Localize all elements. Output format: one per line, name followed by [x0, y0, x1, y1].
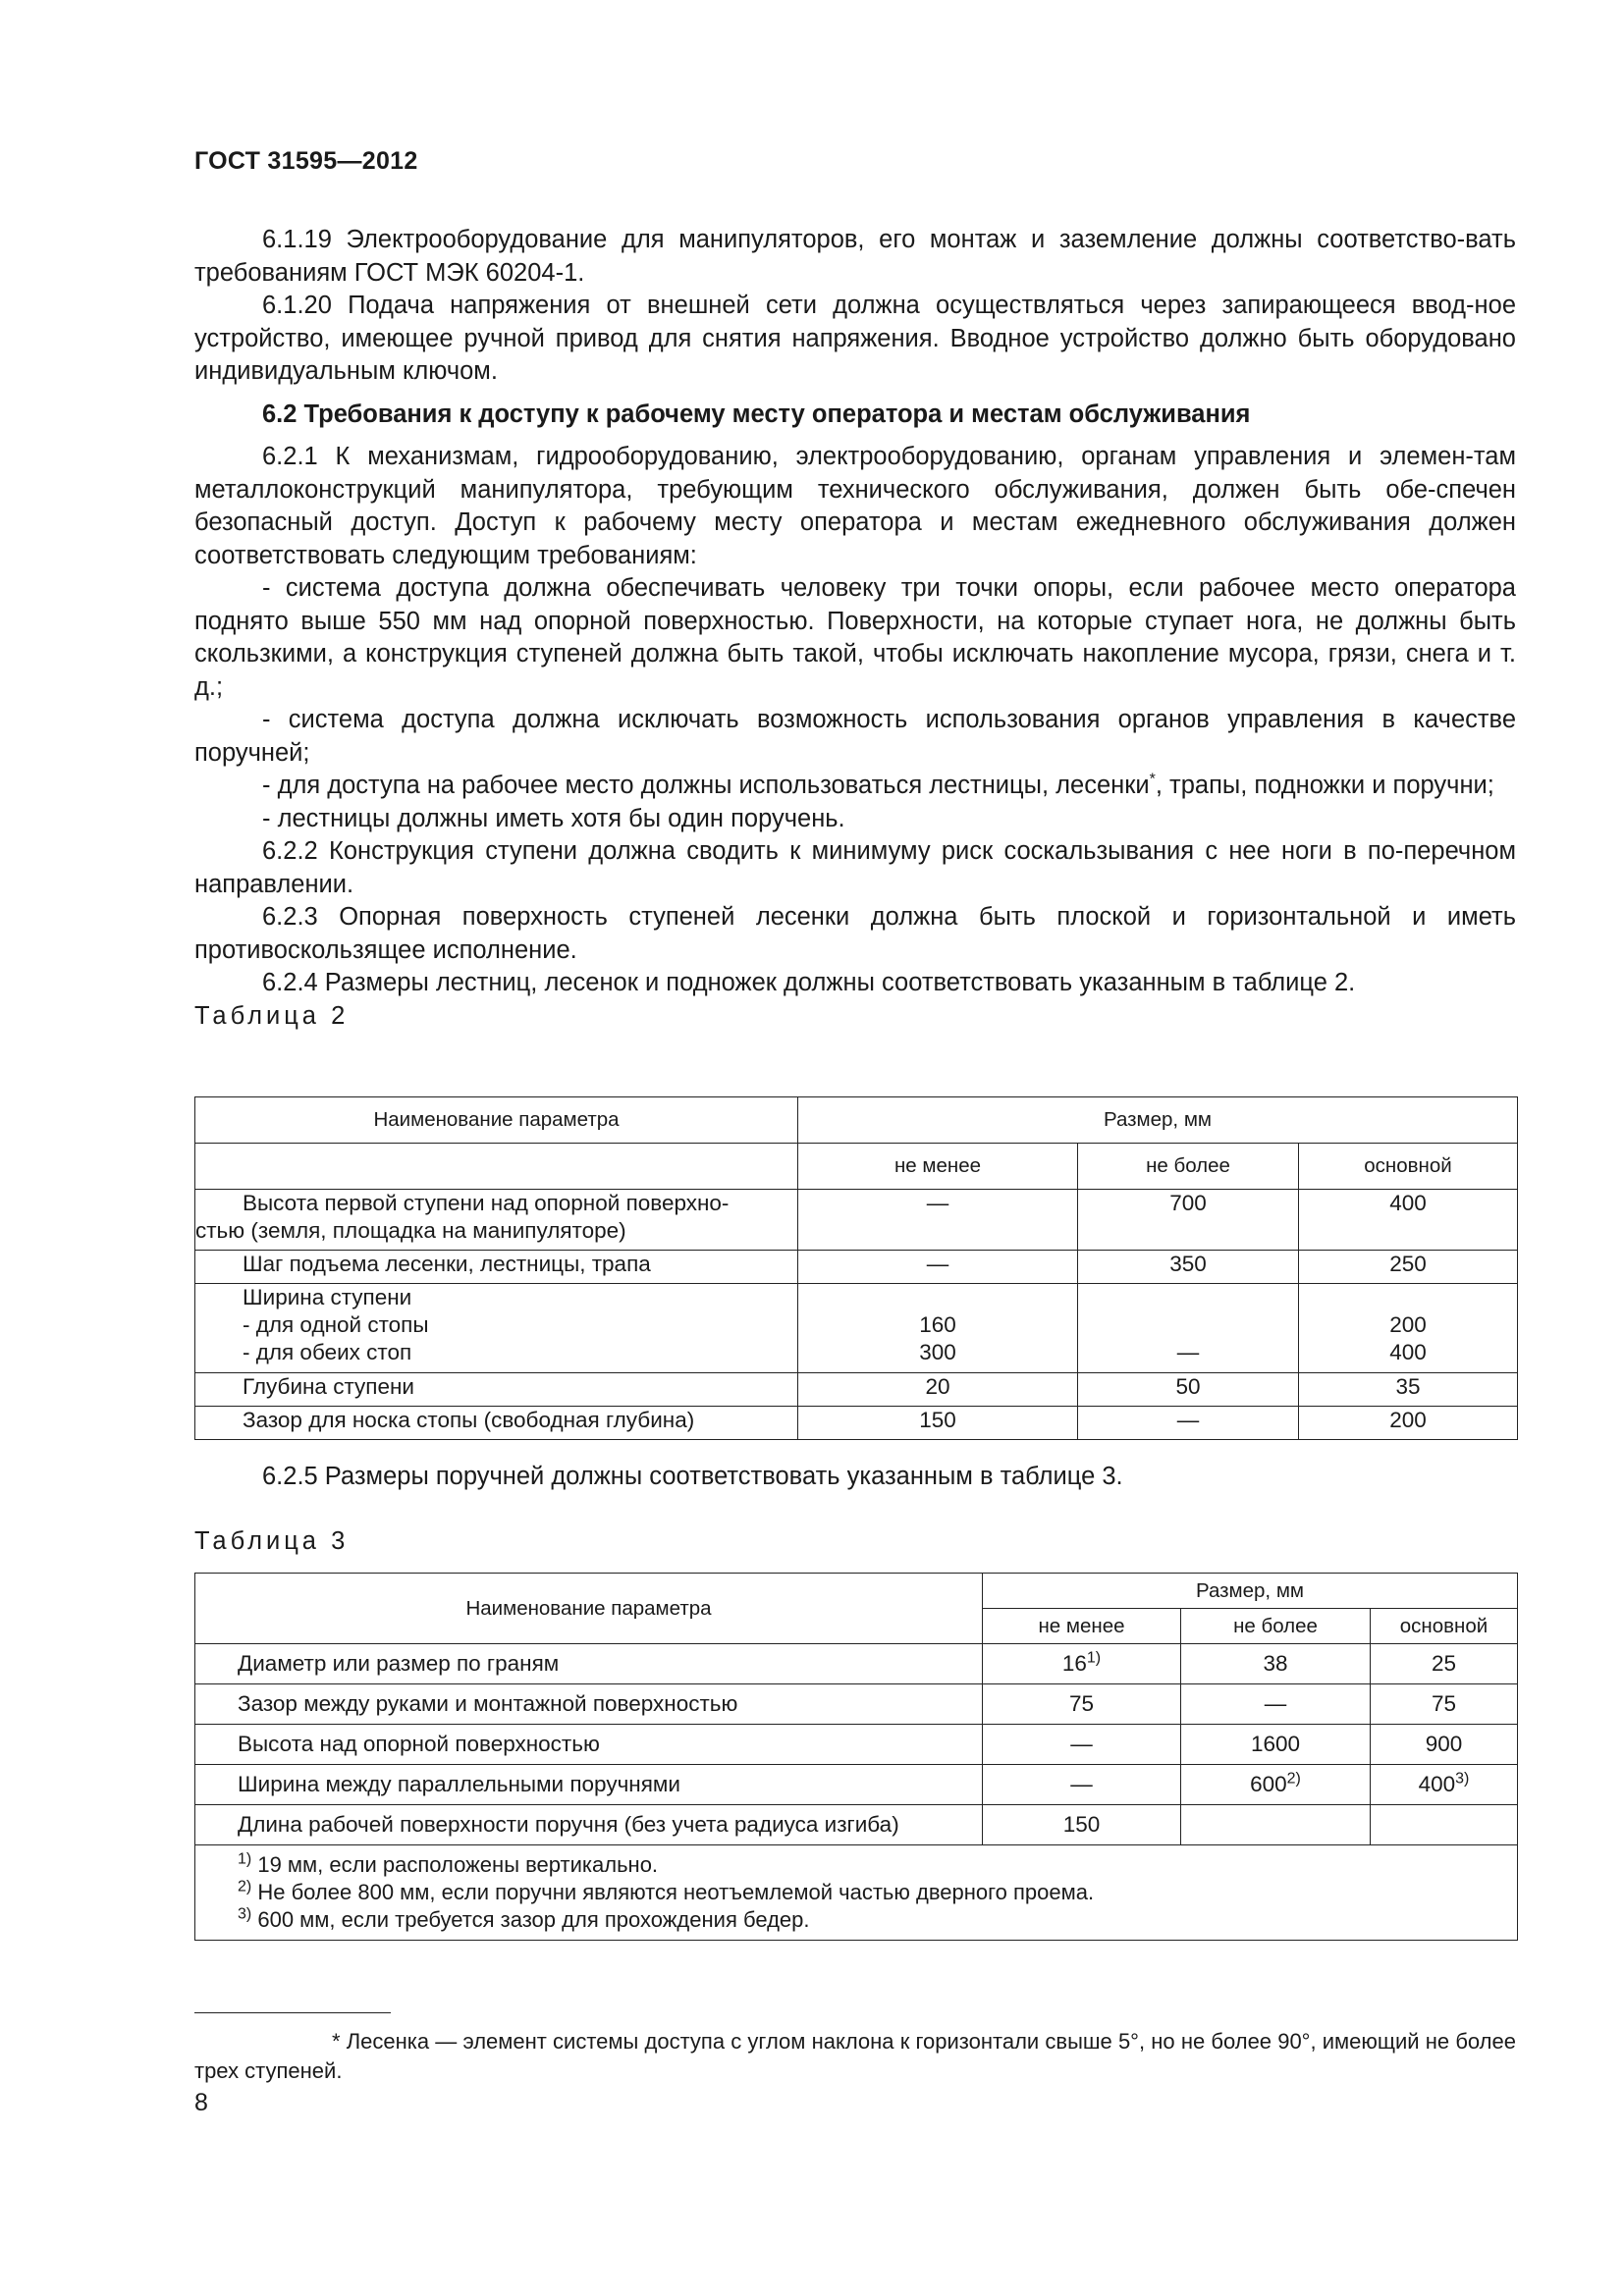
bullet-1: - система доступа должна обеспечивать человеку три точки опоры, если рабочее место оператора поднято выше 550 мм над опорной поверхностью. Поверхности, на которые ступает нога, не должны быть скользкими, а конструкция ступеней должна быть такой, чтобы исключать накопление мусора, грязи, снега и т. д.; [194, 574, 1516, 701]
cell-value: 16 [1061, 1651, 1087, 1676]
table-note-1 [238, 1851, 1517, 1879]
paragraph-6-2-5: 6.2.5 Размеры поручней должны соответствовать указанным в таблице 3. [262, 1463, 1123, 1490]
table-cell: 200 [1299, 1407, 1518, 1440]
table-cell: 25 [1371, 1644, 1518, 1684]
table-header-param: Наименование параметра [195, 1574, 983, 1644]
cell-value: 400 [1418, 1772, 1456, 1796]
table-cell: — [1078, 1407, 1299, 1440]
table-header-size: Размер, мм [983, 1574, 1518, 1609]
table-header-nom: основной [1371, 1609, 1518, 1644]
table-header-nom: основной [1299, 1144, 1518, 1190]
bullet-3-text-end: , трапы, подножки и поручни; [1155, 772, 1494, 799]
table-row-name: Диаметр или размер по граням [195, 1644, 983, 1684]
table-2-caption: Таблица 2 [194, 1001, 350, 1030]
name-line: Ширина ступени [243, 1285, 412, 1309]
bullet-2: - система доступа должна исключать возможность использования органов управления в качестве поручней; [194, 706, 1516, 767]
table-cell: 400 [1299, 1190, 1518, 1251]
table-cell: — [1181, 1684, 1371, 1725]
footnote: * Лесенка — элемент системы доступа с углом наклона к горизонтали свыше 5°, но не более 90°, имеющий не более трех ступеней. [194, 2029, 1516, 2083]
table-row-name: Зазор для носка стопы (свободная глубина) [195, 1407, 798, 1440]
note-text: 600 мм, если требуется зазор для прохождения бедер. [251, 1907, 810, 1932]
note-ref: 1) [1086, 1649, 1102, 1667]
table-notes [195, 1845, 1518, 1941]
table-row-name: Глубина ступени [195, 1373, 798, 1407]
table-3-caption: Таблица 3 [194, 1527, 350, 1555]
table-cell: 75 [983, 1684, 1181, 1725]
table-cell: 38 [1181, 1644, 1371, 1684]
table-row-name [195, 1284, 798, 1373]
cell-line: 400 [1389, 1340, 1427, 1364]
table-cell: — [983, 1765, 1181, 1805]
cell-line: — [1176, 1340, 1200, 1364]
note-mark: 1) [238, 1850, 252, 1868]
table-row-name: Зазор между руками и монтажной поверхностью [195, 1684, 983, 1725]
table-3 [194, 1573, 1518, 1941]
table-header-min: не менее [983, 1609, 1181, 1644]
note-text: Не более 800 мм, если поручни являются неотъемлемой частью дверного проема. [251, 1880, 1095, 1904]
section-heading-6-2: 6.2 Требования к доступу к рабочему месту оператора и местам обслуживания [262, 400, 1251, 428]
name-line-2: стью (земля, площадка на манипуляторе) [195, 1218, 626, 1243]
cell-line: 160 [919, 1312, 956, 1337]
bullet-3 [194, 770, 1516, 803]
table-cell [1181, 1805, 1371, 1845]
table-cell: — [798, 1190, 1078, 1251]
table-cell: 75 [1371, 1684, 1518, 1725]
table-cell: 700 [1078, 1190, 1299, 1251]
table-cell: 1600 [1181, 1725, 1371, 1765]
table-header-size: Размер, мм [798, 1097, 1518, 1144]
page-number: 8 [194, 2089, 208, 2116]
table-cell: 20 [798, 1373, 1078, 1407]
name-line-1: Высота первой ступени над опорной поверхно- [243, 1191, 730, 1215]
table-header-max: не более [1181, 1609, 1371, 1644]
table-header-max: не более [1078, 1144, 1299, 1190]
cell-line: 200 [1389, 1312, 1427, 1337]
table-cell [1371, 1765, 1518, 1805]
note-ref: 3) [1455, 1770, 1470, 1788]
bullet-3-text: - для доступа на рабочее место должны использоваться лестницы, лесенки [262, 772, 1150, 799]
bullet-4: - лестницы должны иметь хотя бы один поручень. [262, 804, 845, 832]
table-row-name: Высота над опорной поверхностью [195, 1725, 983, 1765]
table-cell [1371, 1805, 1518, 1845]
note-mark: 2) [238, 1878, 252, 1896]
table-cell [1181, 1765, 1371, 1805]
table-cell [1078, 1284, 1299, 1373]
table-cell: 350 [1078, 1251, 1299, 1284]
table-cell: 150 [983, 1805, 1181, 1845]
table-cell: — [798, 1251, 1078, 1284]
footnote-divider [194, 2012, 391, 2013]
table-cell [983, 1644, 1181, 1684]
note-mark: 3) [238, 1905, 252, 1923]
paragraph-6-2-3: 6.2.3 Опорная поверхность ступеней лесенки должна быть плоской и горизонтальной и иметь противоскользящее исполнение. [194, 903, 1516, 964]
paragraph-6-2-1: 6.2.1 К механизмам, гидрооборудованию, электрооборудованию, органам управления и элемен-там металлоконструкций манипулятора, требующим технического обслуживания, должен быть обе-спечен безопасный доступ. Доступ к рабочему месту оператора и местам ежедневного обслуживания должен соответствовать следующим требованиям: [194, 443, 1516, 569]
table-row-name: Шаг подъема лесенки, лестницы, трапа [195, 1251, 798, 1284]
paragraph-6-2-4: 6.2.4 Размеры лестниц, лесенок и подножек должны соответствовать указанным в таблице 2. [262, 969, 1356, 996]
table-note-2 [238, 1879, 1517, 1906]
table-cell [798, 1284, 1078, 1373]
table-header-min: не менее [798, 1144, 1078, 1190]
table-2 [194, 1096, 1518, 1440]
table-cell: 250 [1299, 1251, 1518, 1284]
table-cell: 50 [1078, 1373, 1299, 1407]
paragraph-6-1-20: 6.1.20 Подача напряжения от внешней сети должна осуществляться через запирающееся ввод-ное устройство, имеющее ручной привод для снятия напряжения. Вводное устройство должно быть оборудовано индивидуальным ключом. [194, 292, 1516, 385]
table-cell: 900 [1371, 1725, 1518, 1765]
table-row-name: Длина рабочей поверхности поручня (без учета радиуса изгиба) [195, 1805, 983, 1845]
table-header-param: Наименование параметра [195, 1097, 798, 1144]
paragraph-6-2-2: 6.2.2 Конструкция ступени должна сводить к минимуму риск соскальзывания с нее ноги в по-перечном направлении. [194, 837, 1516, 898]
table-cell [1299, 1284, 1518, 1373]
name-sub-2: - для обеих стоп [243, 1340, 412, 1364]
note-ref: 2) [1286, 1770, 1301, 1788]
footnote-marker: * [1149, 771, 1156, 788]
document-body [194, 224, 1516, 1033]
table-cell: 35 [1299, 1373, 1518, 1407]
table-row-name: Ширина между параллельными поручнями [195, 1765, 983, 1805]
document-header: ГОСТ 31595—2012 [194, 147, 418, 175]
cell-line: 300 [919, 1340, 956, 1364]
table-note-3 [238, 1906, 1517, 1934]
table-cell: 150 [798, 1407, 1078, 1440]
table-header-empty [195, 1144, 798, 1190]
name-sub-1: - для одной стопы [243, 1312, 429, 1337]
table-cell: — [983, 1725, 1181, 1765]
cell-value: 600 [1250, 1772, 1287, 1796]
table-row-name [195, 1190, 798, 1251]
paragraph-6-1-19: 6.1.19 Электрооборудование для манипуляторов, его монтаж и заземление должны соответство-вать требованиям ГОСТ МЭК 60204-1. [194, 226, 1516, 287]
note-text: 19 мм, если расположены вертикально. [251, 1852, 659, 1877]
